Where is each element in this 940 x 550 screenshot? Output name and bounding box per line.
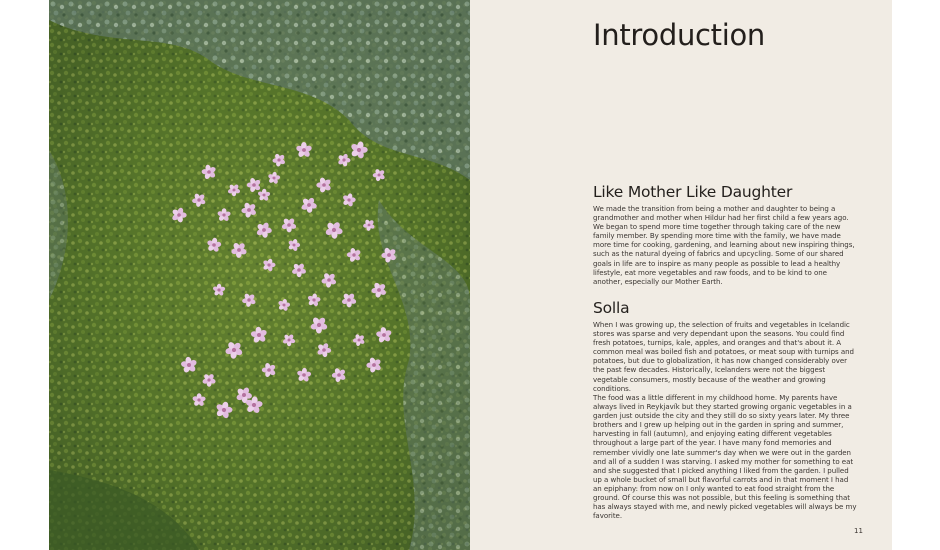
section-heading-like-mother: Like Mother Like Daughter — [593, 183, 793, 201]
page-title: Introduction — [593, 18, 766, 52]
section-paragraph: The food was a little different in my childhood home. My parents have always lived in Reykjavík but they started growing organic vegetables in a garden just outside the city and they still do so sixty years later. My three brothers and I grew up helping out in the garden in spring and summer, harvesting in fall (autumn), and enjoying eating different vegetables throughout a large part of the year. I have many fond memories and remember vividly one late summer's day when we were out in the garden and all of a sudden I was starving. I asked my mother for something to eat and she suggested that I picked anything I liked from the garden. I pulled up a whole bucket of small but flavorful carrots and in that moment I had an epiphany: from now on I only wanted to eat food straight from the ground. Of course this was not possible, but this feeling is something that has always stayed with me, and newly picked vegetables will always be my favorite. — [593, 393, 857, 521]
section-paragraph: When I was growing up, the selection of fruits and vegetables in Icelandic stores was sparse and very dependant upon the seasons. You could find fresh potatoes, turnips, kale, apples, and oranges and that's about it. A common meal was boiled fish and potatoes, or meat soup with turnips and potatoes, but due to globalization, it has now changed considerably over the past few decades. Historically, Icelanders were not the biggest vegetable consumers, mostly because of the weather and growing conditions. — [593, 320, 854, 393]
section-paragraph: We made the transition from being a mother and daughter to being a grandmother and mother when Hildur had her first child a few years ago. We began to spend more time together through taking care of the new family member. By spending more time with the family, we have made more time for cooking, gardening, and learning about new inspiring things, such as the natural dyeing of fabrics and upcycling. Some of our shared goals in life are to inspire as many people as possible to lead a healthy lifestyle, eat more vegetables and raw foods, and to be kind to one another, especially our Mother Earth. — [593, 204, 855, 286]
section-heading-solla: Solla — [593, 299, 630, 317]
pink-flowers-on-moss-image — [49, 0, 470, 550]
page-number: 11 — [854, 527, 863, 535]
moss-flower-photo — [49, 0, 470, 550]
text-page — [470, 0, 892, 550]
